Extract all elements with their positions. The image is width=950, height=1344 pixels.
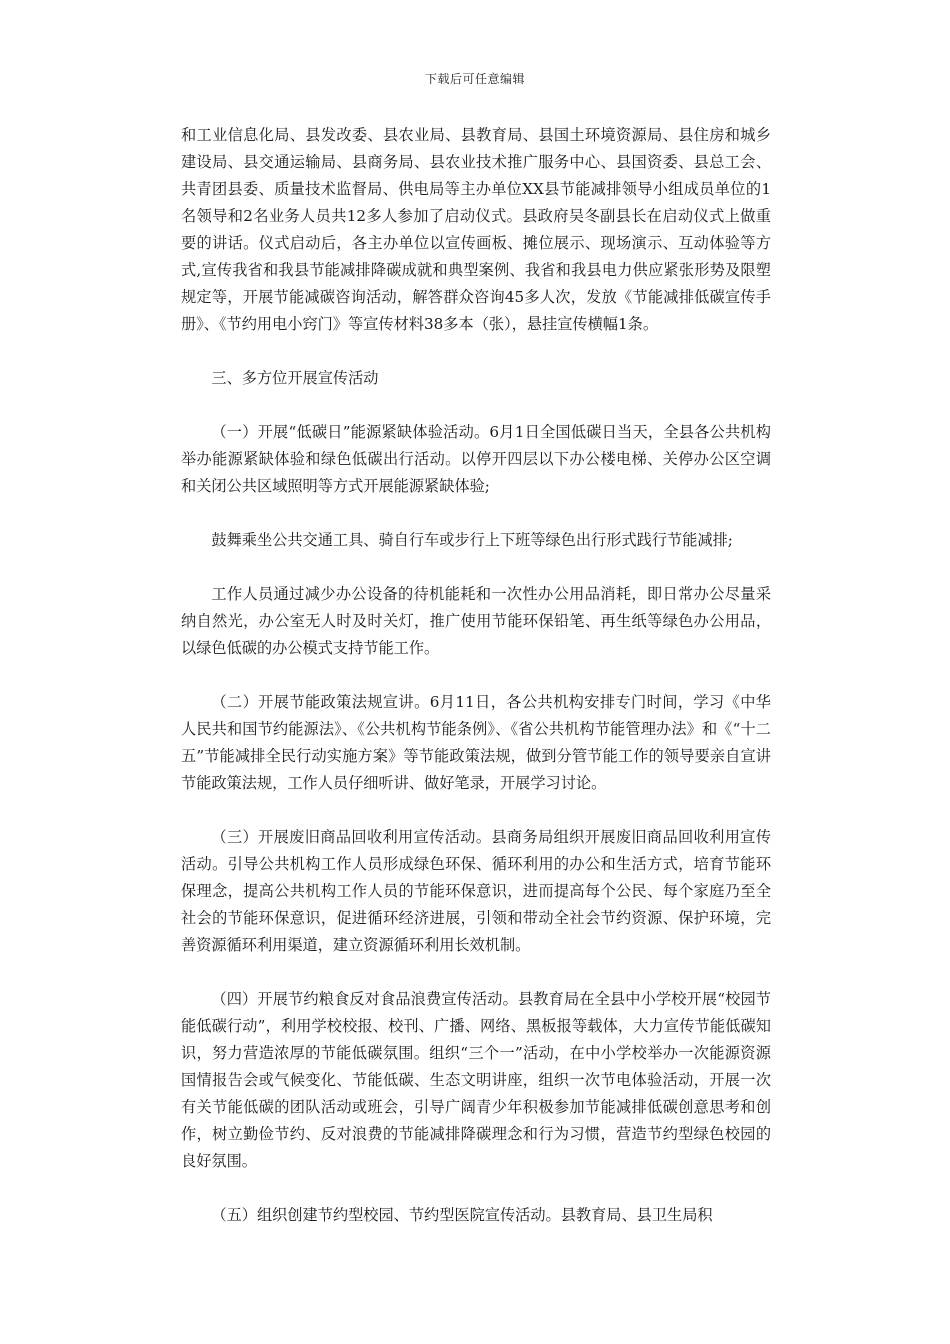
paragraph-campus-hospital: （五）组织创建节约型校园、节约型医院宣传活动。县教育局、县卫生局积 — [211, 1206, 713, 1224]
paragraph-recycling: （三）开展废旧商品回收利用宣传活动。县商务局组织开展废旧商品回收利用宣传活动。引导公共机构工作人员形成绿色环保、循环利用的办公和生活方式，培育节能环保理念，提高公共机构工作人员的节能环保意识，进而提高每个公民、每个家庭乃至全社会的节能环保意识，促进循环经济进展，引领和带动全社会节约资源、保护环境，完善资源循环利用渠道，建立资源循环利用长效机制。 — [181, 828, 771, 954]
header-note: 下载后可任意编辑 — [424, 72, 525, 86]
paragraph-low-carbon-day: （一）开展“低碳日”能源紧缺体验活动。6月1日全国低碳日当天，全县各公共机构举办能源紧缺体验和绿色低碳出行活动。以停开四层以下办公楼电梯、关停办公区空调和关闭公共区域照明等方式开展能源紧缺体验; — [181, 423, 771, 495]
paragraph-office-energy: 工作人员通过减少办公设备的待机能耗和一次性办公用品消耗，即日常办公尽量采纳自然光，办公室无人时及时关灯，推广使用节能环保铅笔、再生纸等绿色办公用品，以绿色低碳的办公模式支持节能工作。 — [181, 585, 771, 657]
paragraph-green-commute: 鼓舞乘坐公共交通工具、骑自行车或步行上下班等绿色出行形式践行节能减排; — [211, 531, 733, 549]
paragraph-continuation: 和工业信息化局、县发改委、县农业局、县教育局、县国土环境资源局、县住房和城乡建设局、县交通运输局、县商务局、县农业技术推广服务中心、县国资委、县总工会、共青团县委、质量技术监督局、供电局等主办单位XX县节能减排领导小组成员单位的1名领导和2名业务人员共12多人参加了启动仪式。县政府吴冬副县长在启动仪式上做重要的讲话。仪式启动后，各主办单位以宣传画板、摊位展示、现场演示、互动体验等方式,宣传我省和我县节能减排降碳成就和典型案例、我省和我县电力供应紧张形势及限塑规定等，开展节能减碳咨询活动，解答群众咨询45多人次，发放《节能减排低碳宣传手册》、《节约用电小窍门》等宣传材料38多本（张），悬挂宣传横幅1条。 — [181, 126, 771, 333]
paragraph-food-saving: （四）开展节约粮食反对食品浪费宣传活动。县教育局在全县中小学校开展“校园节能低碳行动”，利用学校校报、校刊、广播、网络、黑板报等载体，大力宣传节能低碳知识，努力营造浓厚的节能低碳氛围。组织“三个一”活动，在中小学校举办一次能源资源国情报告会或气候变化、节能低碳、生态文明讲座，组织一次节电体验活动，开展一次有关节能低碳的团队活动或班会，引导广阔青少年积极参加节能减排低碳创意思考和创作，树立勤俭节约、反对浪费的节能减排降碳理念和行为习惯，营造节约型绿色校园的良好氛围。 — [181, 990, 771, 1170]
section-heading: 三、多方位开展宣传活动 — [211, 369, 379, 387]
document-body — [181, 122, 771, 1256]
paragraph-policy-lecture: （二）开展节能政策法规宣讲。6月11日，各公共机构安排专门时间，学习《中华人民共和国节约能源法》、《公共机构节能条例》、《省公共机构节能管理办法》和《“十二五”节能减排全民行动实施方案》等节能政策法规，做到分管节能工作的领导要亲自宣讲节能政策法规，工作人员仔细听讲、做好笔录，开展学习讨论。 — [181, 693, 771, 792]
